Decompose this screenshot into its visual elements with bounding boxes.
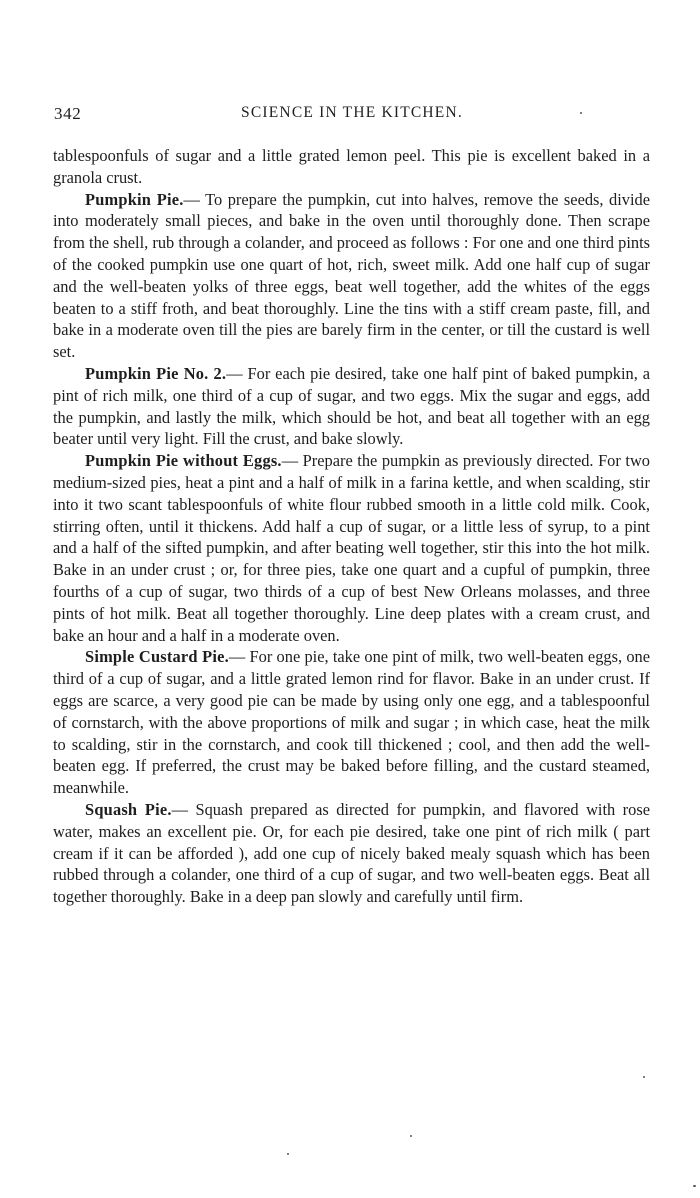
paper-speck [287,1153,289,1155]
recipe-pumpkin-pie-without-eggs [53,450,650,646]
recipe-squash-pie [53,799,650,908]
recipe-text: — Prepare the pumpkin as previously directed. For two medium-sized pies, heat a pint and a half of milk in a farina kettle, and when scalding, stir into it two scant tablespoonfuls of white flour rubbed smooth in a little cold milk. Cook, stirring often, until it thickens. Add half a cup of sugar, or a little less of syrup, to a pint and a half of the sifted pumpkin, and after beating well together, stir this into the hot milk. Bake in an under crust ; or, for three pies, take one quart and a cupful of pumpkin, three fourths of a cup of sugar, two thirds of a cup of best New Orleans molasses, and three pints of hot milk. Beat all together thoroughly. Line deep plates with a cream crust, and bake an hour and a half in a moderate oven. [53,451,650,645]
paper-speck [693,1185,696,1187]
recipe-pumpkin-pie [53,189,650,363]
paper-speck [580,112,582,114]
paragraph-text: tablespoonfuls of sugar and a little grated lemon peel. This pie is excellent baked in a granola crust. [53,146,650,187]
paragraph-continuation [53,145,650,189]
recipe-heading: Simple Custard Pie. [85,647,229,667]
recipe-simple-custard-pie [53,646,650,799]
page-number: 342 [54,104,82,123]
running-head [54,104,650,128]
recipe-heading: Squash Pie. [85,799,172,819]
recipe-text: — Squash prepared as directed for pumpkin, and flavored with rose water, makes an excellent pie. Or, for each pie desired, take one pint of rich milk ( part cream if it can be afforded ), add one cup of nicely baked mealy squash which has been rubbed through a colander, one third of a cup of sugar, and two well-beaten eggs. Beat all together thoroughly. Bake in a deep pan slowly and carefully until firm. [53,799,650,907]
paper-speck [410,1135,412,1137]
recipe-text: — To prepare the pumpkin, cut into halves, remove the seeds, divide into moderately small pieces, and bake in the oven until thoroughly done. Then scrape from the shell, rub through a colander, and proceed as follows : For one and one third pints of the cooked pumpkin use one quart of hot, rich, sweet milk. Add one half cup of sugar and the well-beaten yolks of three eggs, beat well together, add the whites of the eggs beaten to a stiff froth, and beat thoroughly. Line the tins with a stiff cream paste, fill, and bake in a moderate oven till the pies are barely firm in the center, or till the custard is well set. [53,189,650,362]
body-text [53,145,650,908]
recipe-text: — For each pie desired, take one half pint of baked pumpkin, a pint of rich milk, one third of a cup of sugar, and two eggs. Mix the sugar and eggs, add the pumpkin, and lastly the milk, which should be hot, and beat all together with an egg beater until very light. Fill the crust, and bake slowly. [53,363,650,449]
recipe-pumpkin-pie-no-2 [53,363,650,450]
recipe-text: — For one pie, take one pint of milk, two well-beaten eggs, one third of a cup of sugar, and a little grated lemon rind for flavor. Bake in an under crust. If eggs are scarce, a very good pie can be made by using only one egg, and a tablespoonful of cornstarch, with the above proportions of milk and sugar ; in which case, heat the milk to scalding, stir in the cornstarch, and cook till thickened ; cool, and then add the well-beaten egg. If preferred, the crust may be baked before filling, and the custard steamed, meanwhile. [53,647,650,798]
running-title: SCIENCE IN THE KITCHEN. [241,104,463,121]
recipe-heading: Pumpkin Pie without Eggs. [85,451,282,471]
recipe-heading: Pumpkin Pie. [85,189,184,209]
paper-speck [643,1076,645,1078]
recipe-heading: Pumpkin Pie No. 2. [85,363,227,383]
